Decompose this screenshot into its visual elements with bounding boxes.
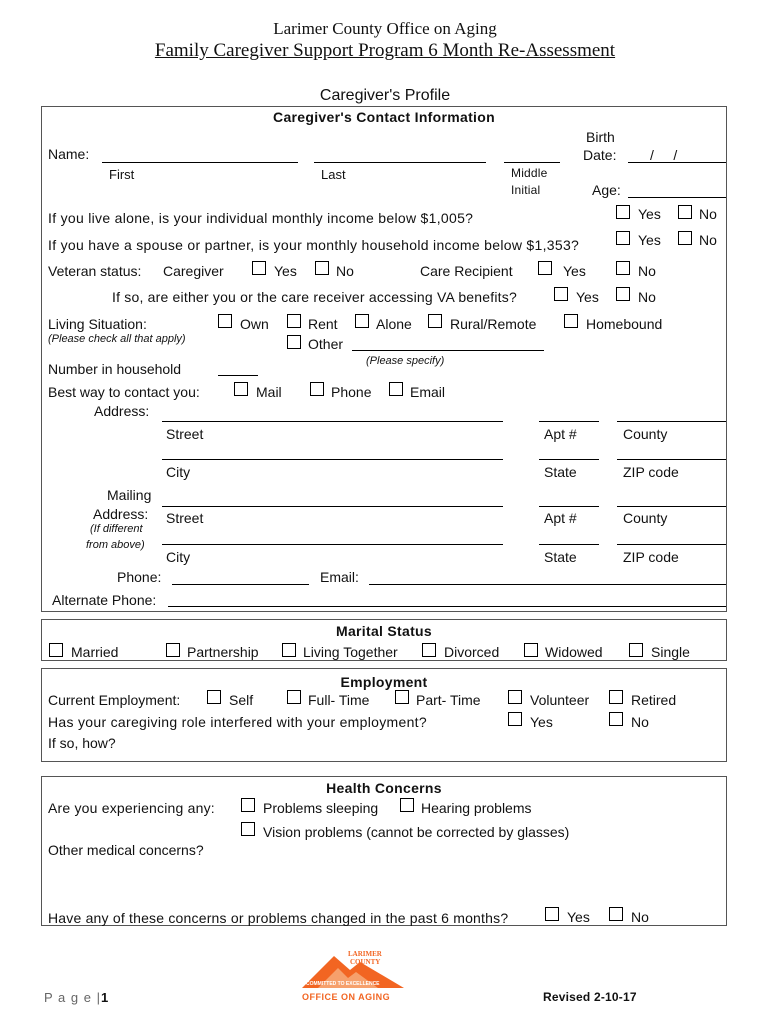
email-field[interactable] [369, 584, 726, 585]
apt-field[interactable] [539, 421, 599, 422]
date-label: Date: [583, 147, 617, 163]
full-time-label: Full- Time [308, 692, 370, 708]
other-living-checkbox[interactable] [287, 335, 301, 349]
apt-label: Apt # [544, 426, 577, 442]
retired-checkbox[interactable] [609, 690, 623, 704]
interfered-yes-checkbox[interactable] [508, 712, 522, 726]
mailing-apt-field[interactable] [539, 506, 599, 507]
veteran-recipient-yes-label: Yes [563, 263, 586, 279]
alone-no-checkbox[interactable] [678, 205, 692, 219]
spouse-income-question: If you have a spouse or partner, is your monthly household income below $1,353? [48, 237, 580, 253]
sleep-checkbox[interactable] [241, 798, 255, 812]
spouse-no-checkbox[interactable] [678, 231, 692, 245]
address-label: Address: [94, 403, 150, 419]
middle-label: Middle [511, 166, 548, 180]
veteran-caregiver-yes-label: Yes [274, 263, 297, 279]
changed-no-checkbox[interactable] [609, 907, 623, 921]
veteran-caregiver-no-label: No [336, 263, 354, 279]
own-label: Own [240, 316, 269, 332]
other-living-field[interactable] [352, 350, 544, 351]
initial-label: Initial [511, 183, 541, 197]
alternate-phone-field[interactable] [168, 606, 726, 607]
volunteer-checkbox[interactable] [508, 690, 522, 704]
phone-contact-checkbox[interactable] [310, 382, 324, 396]
changed-question: Have any of these concerns or problems changed in the past 6 months? [48, 910, 509, 926]
household-field[interactable] [218, 375, 258, 376]
vision-label: Vision problems (cannot be corrected by glasses) [263, 824, 570, 840]
mailing-county-label: County [623, 510, 668, 526]
email-label: Email: [320, 569, 359, 585]
widowed-label: Widowed [545, 644, 603, 660]
logo-county-text: COUNTY [350, 958, 381, 966]
veteran-recipient-label: Care Recipient [420, 263, 513, 279]
vision-checkbox[interactable] [241, 822, 255, 836]
alone-no-label: No [699, 206, 717, 222]
alone-yes-checkbox[interactable] [616, 205, 630, 219]
veteran-label: Veteran status: [48, 263, 142, 279]
va-no-checkbox[interactable] [616, 287, 630, 301]
single-label: Single [651, 644, 690, 660]
city-field[interactable] [162, 459, 503, 460]
alternate-phone-label: Alternate Phone: [52, 592, 157, 608]
mailing-city-field[interactable] [162, 544, 503, 545]
mailing-state-field[interactable] [539, 544, 599, 545]
interfered-yes-label: Yes [530, 714, 553, 730]
date-separators: / / [650, 147, 678, 163]
age-field[interactable] [628, 197, 726, 198]
own-checkbox[interactable] [218, 314, 232, 328]
spouse-no-label: No [699, 232, 717, 248]
single-checkbox[interactable] [629, 643, 643, 657]
alone-yes-label: Yes [638, 206, 661, 222]
phone-field[interactable] [172, 584, 309, 585]
marital-heading: Marital Status [336, 623, 432, 639]
mailing-state-label: State [544, 549, 577, 565]
state-field[interactable] [539, 459, 599, 460]
veteran-caregiver-yes-checkbox[interactable] [252, 261, 266, 275]
self-label: Self [229, 692, 254, 708]
spouse-yes-checkbox[interactable] [616, 231, 630, 245]
profile-heading: Caregiver's Profile [319, 87, 451, 104]
living-together-label: Living Together [303, 644, 398, 660]
mailing-county-field[interactable] [617, 506, 726, 507]
revised-date: Revised 2-10-17 [543, 990, 637, 1004]
va-no-label: No [638, 289, 656, 305]
zip-field[interactable] [617, 459, 726, 460]
how-label: If so, how? [48, 735, 116, 751]
please-specify-note: (Please specify) [366, 355, 445, 367]
homebound-label: Homebound [586, 316, 663, 332]
experiencing-label: Are you experiencing any: [48, 800, 215, 816]
rural-checkbox[interactable] [428, 314, 442, 328]
birth-label: Birth [586, 129, 615, 145]
from-above-note: from above) [86, 539, 145, 551]
volunteer-label: Volunteer [530, 692, 590, 708]
middle-initial-field[interactable] [504, 162, 560, 163]
age-label: Age: [592, 182, 621, 198]
form-title: Family Caregiver Support Program 6 Month Re-Assessment [154, 40, 616, 61]
page-label: P a g e [44, 990, 92, 1005]
changed-yes-checkbox[interactable] [545, 907, 559, 921]
zip-label: ZIP code [623, 464, 679, 480]
employment-heading: Employment [340, 674, 428, 690]
mailing-apt-label: Apt # [544, 510, 577, 526]
county-field[interactable] [617, 421, 726, 422]
partnership-label: Partnership [187, 644, 259, 660]
birth-date-field[interactable] [628, 162, 726, 163]
spouse-yes-label: Yes [638, 232, 661, 248]
first-label: First [109, 167, 135, 182]
mailing-address-label: Address: [93, 506, 149, 522]
email-contact-label: Email [410, 384, 446, 400]
county-label: County [623, 426, 668, 442]
last-label: Last [321, 167, 346, 182]
va-yes-label: Yes [576, 289, 599, 305]
veteran-recipient-no-checkbox[interactable] [616, 261, 630, 275]
alone-checkbox[interactable] [355, 314, 369, 328]
health-heading: Health Concerns [326, 780, 442, 796]
changed-no-label: No [631, 909, 649, 925]
logo-tagline: COMMITTED TO EXCELLENCE [306, 981, 380, 987]
logo-office-text: OFFICE ON AGING [302, 992, 391, 1002]
state-label: State [544, 464, 577, 480]
veteran-recipient-yes-checkbox[interactable] [538, 261, 552, 275]
mailing-zip-field[interactable] [617, 544, 726, 545]
if-different-note: (If different [90, 523, 143, 535]
other-living-label: Other [308, 336, 344, 352]
veteran-caregiver-label: Caregiver [163, 263, 224, 279]
mailing-label: Mailing [107, 487, 152, 503]
full-time-checkbox[interactable] [287, 690, 301, 704]
rent-checkbox[interactable] [287, 314, 301, 328]
sleep-label: Problems sleeping [263, 800, 379, 816]
name-label: Name: [48, 146, 90, 162]
living-note: (Please check all that apply) [48, 333, 186, 345]
mail-checkbox[interactable] [234, 382, 248, 396]
va-benefits-question: If so, are either you or the care receiver accessing VA benefits? [112, 289, 517, 305]
email-contact-checkbox[interactable] [389, 382, 403, 396]
phone-contact-label: Phone [331, 384, 372, 400]
widowed-checkbox[interactable] [524, 643, 538, 657]
hearing-label: Hearing problems [421, 800, 532, 816]
household-label: Number in household [48, 361, 182, 377]
living-situation-label: Living Situation: [48, 316, 147, 332]
interfered-no-checkbox[interactable] [609, 712, 623, 726]
retired-label: Retired [631, 692, 677, 708]
rural-label: Rural/Remote [450, 316, 537, 332]
part-time-label: Part- Time [416, 692, 481, 708]
va-yes-checkbox[interactable] [554, 287, 568, 301]
interfered-question: Has your caregiving role interfered with your employment? [48, 714, 427, 730]
alone-label: Alone [376, 316, 412, 332]
mail-label: Mail [256, 384, 282, 400]
contact-method-label: Best way to contact you: [48, 384, 200, 400]
page-separator: | [96, 990, 101, 1005]
contact-heading: Caregiver's Contact Information [273, 109, 495, 125]
veteran-recipient-no-label: No [638, 263, 656, 279]
divorced-checkbox[interactable] [422, 643, 436, 657]
org-name: Larimer County Office on Aging [273, 19, 497, 38]
first-name-field[interactable] [102, 162, 298, 163]
rent-label: Rent [308, 316, 338, 332]
changed-yes-label: Yes [567, 909, 590, 925]
city-label: City [166, 464, 191, 480]
living-together-checkbox[interactable] [282, 643, 296, 657]
interfered-no-label: No [631, 714, 649, 730]
divorced-label: Divorced [444, 644, 500, 660]
alone-income-question: If you live alone, is your individual monthly income below $1,005? [48, 210, 474, 226]
mailing-street-field[interactable] [162, 506, 503, 507]
mailing-zip-label: ZIP code [623, 549, 679, 565]
other-medical-label: Other medical concerns? [48, 842, 204, 858]
street-field[interactable] [162, 421, 503, 422]
page-number: 1 [100, 990, 110, 1005]
veteran-caregiver-no-checkbox[interactable] [315, 261, 329, 275]
self-checkbox[interactable] [207, 690, 221, 704]
homebound-checkbox[interactable] [564, 314, 578, 328]
current-employment-label: Current Employment: [48, 692, 181, 708]
phone-label: Phone: [117, 569, 162, 585]
last-name-field[interactable] [314, 162, 486, 163]
logo-larimer-text: LARIMER [348, 950, 382, 958]
married-label: Married [71, 644, 119, 660]
married-checkbox[interactable] [49, 643, 63, 657]
hearing-checkbox[interactable] [400, 798, 414, 812]
mailing-street-label: Street [166, 510, 204, 526]
partnership-checkbox[interactable] [166, 643, 180, 657]
part-time-checkbox[interactable] [395, 690, 409, 704]
mailing-city-label: City [166, 549, 191, 565]
street-label: Street [166, 426, 204, 442]
